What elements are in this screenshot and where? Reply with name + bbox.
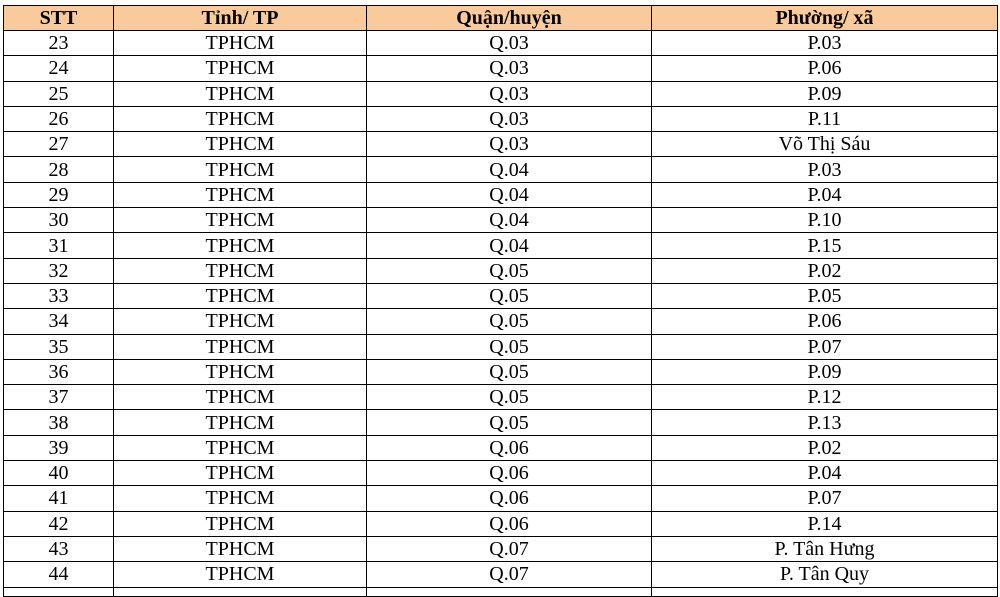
cell-ward: P.03 xyxy=(652,157,998,182)
cell-stt: 33 xyxy=(4,283,114,308)
cell-stt: 35 xyxy=(4,334,114,359)
cell-province: TPHCM xyxy=(114,233,367,258)
cell-province: TPHCM xyxy=(114,309,367,334)
cell-stt: 27 xyxy=(4,132,114,157)
cell-district: Q.05 xyxy=(367,359,652,384)
cell-district: Q.03 xyxy=(367,31,652,56)
cell-district: Q.06 xyxy=(367,435,652,460)
cell-province: TPHCM xyxy=(114,511,367,536)
cell-stt: 44 xyxy=(4,562,114,587)
cell-stt: 28 xyxy=(4,157,114,182)
table-row xyxy=(4,461,998,486)
cell-district: Q.03 xyxy=(367,81,652,106)
cell-district: Q.07 xyxy=(367,562,652,587)
cell-province: TPHCM xyxy=(114,461,367,486)
table-row xyxy=(4,157,998,182)
table-header xyxy=(4,6,998,31)
header-district: Quận/huyện xyxy=(367,6,652,31)
cell-ward: P.09 xyxy=(652,81,998,106)
table-row xyxy=(4,385,998,410)
cell-stt: 25 xyxy=(4,81,114,106)
cell-stt: 40 xyxy=(4,461,114,486)
header-ward: Phường/ xã xyxy=(652,6,998,31)
cell-ward: P.09 xyxy=(652,359,998,384)
cell-district: Q.05 xyxy=(367,410,652,435)
cell-stt: 43 xyxy=(4,536,114,561)
cell-ward: P.04 xyxy=(652,182,998,207)
cell-province: TPHCM xyxy=(114,31,367,56)
cell-stt: 24 xyxy=(4,56,114,81)
cell-ward: P. Tân Hưng xyxy=(652,536,998,561)
cell-stt: 23 xyxy=(4,31,114,56)
cell-district: Q.03 xyxy=(367,132,652,157)
cell-stt: 37 xyxy=(4,385,114,410)
cell-province: TPHCM xyxy=(114,182,367,207)
cell-district: Q.05 xyxy=(367,283,652,308)
cell-ward: P.07 xyxy=(652,334,998,359)
table-row xyxy=(4,182,998,207)
cell-district: Q.04 xyxy=(367,182,652,207)
cell-district: Q.04 xyxy=(367,157,652,182)
cell-stt: 39 xyxy=(4,435,114,460)
table-row xyxy=(4,486,998,511)
cell-stt: 26 xyxy=(4,106,114,131)
table-row xyxy=(4,562,998,587)
cell-stt: 36 xyxy=(4,359,114,384)
cell-province: TPHCM xyxy=(114,410,367,435)
cell-ward: P.14 xyxy=(652,511,998,536)
cell-district: Q.06 xyxy=(367,511,652,536)
cell-ward: P.10 xyxy=(652,208,998,233)
cell-ward: P.06 xyxy=(652,56,998,81)
table-row xyxy=(4,233,998,258)
cell-province: TPHCM xyxy=(114,486,367,511)
cell-district: Q.06 xyxy=(367,461,652,486)
table-row xyxy=(4,283,998,308)
table-row xyxy=(4,435,998,460)
table-row xyxy=(4,81,998,106)
cell-province: TPHCM xyxy=(114,106,367,131)
cell-province: TPHCM xyxy=(114,435,367,460)
header-stt: STT xyxy=(4,6,114,31)
cell-ward: P.05 xyxy=(652,283,998,308)
cell-province: TPHCM xyxy=(114,258,367,283)
table-row xyxy=(4,258,998,283)
table-row xyxy=(4,56,998,81)
cell-province: TPHCM xyxy=(114,56,367,81)
cell-province: TPHCM xyxy=(114,283,367,308)
cell-ward: P. Tân Quy xyxy=(652,562,998,587)
table-row xyxy=(4,31,998,56)
cell-stt: 34 xyxy=(4,309,114,334)
cell-province: TPHCM xyxy=(114,536,367,561)
cell-district: Q.06 xyxy=(367,486,652,511)
cell-ward: P.15 xyxy=(652,233,998,258)
table-body xyxy=(4,31,998,597)
cell-ward: P.06 xyxy=(652,309,998,334)
table-row xyxy=(4,536,998,561)
ward-list-table xyxy=(3,5,998,597)
header-row xyxy=(4,6,998,31)
cell-stt: 41 xyxy=(4,486,114,511)
cell-ward: P.04 xyxy=(652,461,998,486)
cell-district: Q.04 xyxy=(367,208,652,233)
table-row xyxy=(4,208,998,233)
cell-ward: P.02 xyxy=(652,258,998,283)
table-row xyxy=(4,334,998,359)
cell-ward: P.07 xyxy=(652,486,998,511)
cell-province: TPHCM xyxy=(114,208,367,233)
cell-ward: P.13 xyxy=(652,410,998,435)
cell-district: Q.07 xyxy=(367,536,652,561)
cell-district: Q.05 xyxy=(367,334,652,359)
cell-province: TPHCM xyxy=(114,81,367,106)
cell-stt: 29 xyxy=(4,182,114,207)
cell-stt: 32 xyxy=(4,258,114,283)
table-row xyxy=(4,511,998,536)
cell-province: TPHCM xyxy=(114,132,367,157)
cell-province: TPHCM xyxy=(114,334,367,359)
cell-district: Q.03 xyxy=(367,106,652,131)
cell-stt: 31 xyxy=(4,233,114,258)
header-province: Tỉnh/ TP xyxy=(114,6,367,31)
cell-province: TPHCM xyxy=(114,157,367,182)
cell-district: Q.05 xyxy=(367,309,652,334)
table-row xyxy=(4,359,998,384)
cell-district: Q.03 xyxy=(367,56,652,81)
cell-ward: P.02 xyxy=(652,435,998,460)
cell-stt: 42 xyxy=(4,511,114,536)
cell-stt: 38 xyxy=(4,410,114,435)
cell-district: Q.04 xyxy=(367,233,652,258)
cell-province: TPHCM xyxy=(114,562,367,587)
table-row xyxy=(4,132,998,157)
cell-province: TPHCM xyxy=(114,385,367,410)
cell-ward: P.12 xyxy=(652,385,998,410)
cell-district: Q.05 xyxy=(367,385,652,410)
cell-province: TPHCM xyxy=(114,359,367,384)
cell-district: Q.05 xyxy=(367,258,652,283)
table-row xyxy=(4,410,998,435)
cell-ward: Võ Thị Sáu xyxy=(652,132,998,157)
cell-ward: P.11 xyxy=(652,106,998,131)
cell-ward: P.03 xyxy=(652,31,998,56)
table-row xyxy=(4,106,998,131)
cell-stt: 30 xyxy=(4,208,114,233)
table-row xyxy=(4,309,998,334)
